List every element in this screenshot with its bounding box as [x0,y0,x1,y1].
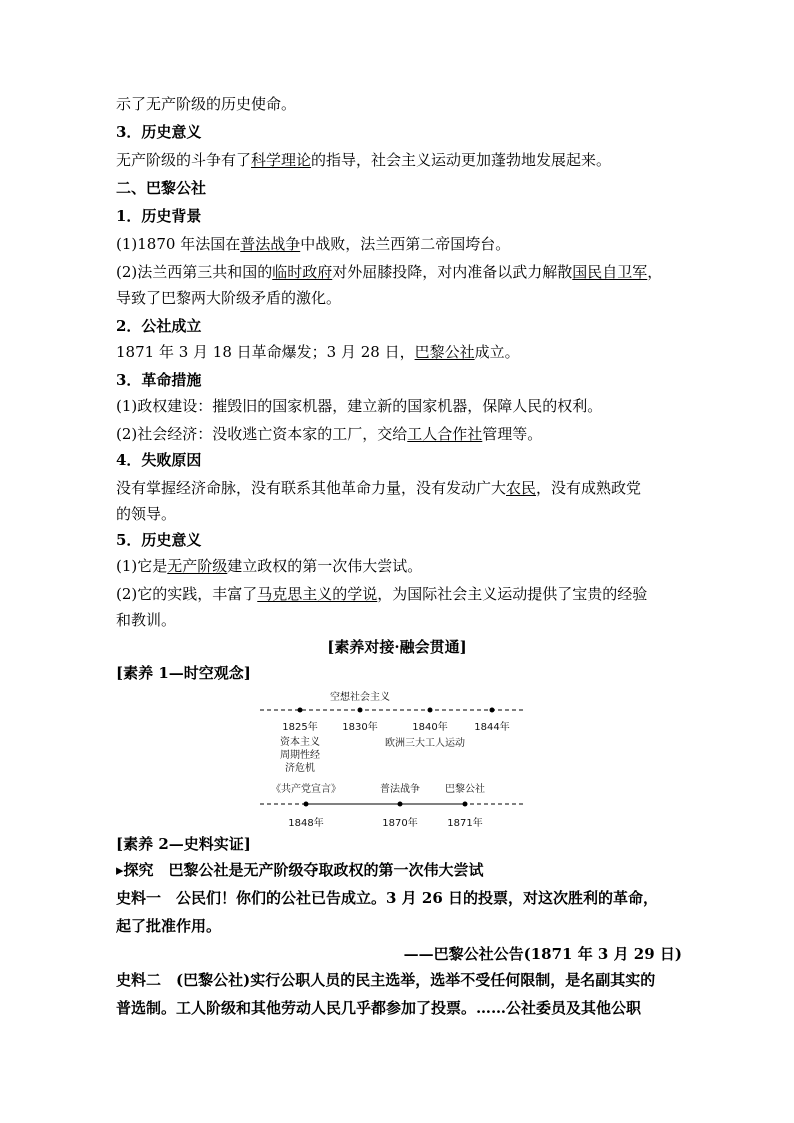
underlined-term: 农民 [506,479,537,497]
text-line: 导致了巴黎两大阶级矛盾的激化。 [116,289,342,307]
heading-measures: 3．革命措施 [116,371,202,389]
heading-significance-2: 5．历史意义 [116,531,202,549]
text-line: 和教训。 [116,611,177,629]
text-line [116,424,542,444]
text: ，为国际社会主义运动提供了宝贵的经验 [377,585,648,603]
source-1: 史料一 公民们！你们的公社已告成立。3 月 26 日的投票，对这次胜利的革命， [116,889,658,907]
timeline-dot [398,802,403,807]
text: 没有掌握经济命脉，没有联系其他革命力量，没有发动广大 [116,479,507,497]
text-line [116,584,647,604]
text: ， [647,263,663,281]
text-line [116,234,510,254]
crisis-label: 资本主义 [280,737,320,748]
text: 管理等。 [482,425,543,443]
underlined-term: 国民自卫军 [572,263,648,281]
text-line [116,478,641,498]
text: 中战败，法兰西第二帝国垮台。 [300,235,511,253]
text: 无产阶级的斗争有了 [116,151,252,169]
event-label: 巴黎公社 [445,784,485,795]
timeline-dot [298,708,303,713]
source-1-citation: ——巴黎公社公告(1871 年 3 月 29 日) [403,945,682,963]
text: (2)法兰西第三共和国的 [116,263,273,281]
heading-background: 1．历史背景 [116,207,202,225]
year-label: 1840年 [412,722,448,733]
source-1-cont: 起了批准作用。 [116,917,222,935]
year-label: 1871年 [447,818,483,829]
underlined-term: 普法战争 [240,235,301,253]
text: (1)它是 [116,557,168,575]
heading-significance: 3．历史意义 [116,123,202,141]
crisis-label: 济危机 [285,763,315,774]
text: 对外屈膝投降，对内准备以武力解散 [332,263,573,281]
text: (2)它的实践，丰富了 [116,585,258,603]
text: 的指导，社会主义运动更加蓬勃地发展起来。 [311,151,612,169]
text: (2)社会经济：没收逃亡资本家的工厂，交给 [116,425,408,443]
section-title-paris-commune: 二、巴黎公社 [116,179,207,197]
timeline-dot [304,802,309,807]
source-2-cont: 普选制。工人阶级和其他劳动人民几乎都参加了投票。……公社委员及其他公职 [116,999,642,1017]
text-line: 的领导。 [116,505,177,523]
crisis-label: 周期性经 [280,750,320,761]
timeline-dot [428,708,433,713]
heading-establishment: 2．公社成立 [116,317,202,335]
subsection-title: [素养对接·融会贯通] [327,638,467,656]
text-line: (1)政权建设：摧毁旧的国家机器，建立新的国家机器，保障人民的权利。 [116,397,603,415]
text-line [116,150,611,170]
source-2: 史料二 (巴黎公社)实行公职人员的民主选举，选举不受任何限制，是名副其实的 [116,971,656,989]
event-label: 《共产党宣言》 [271,784,341,795]
year-label: 1830年 [342,722,378,733]
year-label: 1848年 [288,818,324,829]
year-label: 1844年 [474,722,510,733]
text-line [116,556,422,576]
timeline-dot [490,708,495,713]
underlined-term: 临时政府 [272,263,333,281]
text: 成立。 [474,343,520,361]
heading-failure: 4．失败原因 [116,451,202,469]
text: 建立政权的第一次伟大尝试。 [227,557,423,575]
year-label: 1870年 [382,818,418,829]
explore-heading: ▸探究 巴黎公社是无产阶级夺取政权的第一次伟大尝试 [116,861,484,879]
year-label: 1825年 [282,722,318,733]
underlined-term: 马克思主义的学说 [257,585,378,603]
text: 1871 年 3 月 18 日革命爆发；3 月 28 日， [116,343,415,361]
text: (1)1870 年法国在 [116,235,241,253]
literacy-1-label: [素养 1—时空观念] [116,664,251,682]
text-line [116,342,520,362]
literacy-2-label: [素养 2—史料实证] [116,835,251,853]
text-line: 示了无产阶级的历史使命。 [116,95,297,113]
underlined-term: 巴黎公社 [414,343,475,361]
underlined-term: 工人合作社 [407,425,483,443]
text-line [116,262,662,282]
timeline-dot [463,802,468,807]
text: ，没有成熟政党 [536,479,642,497]
timeline-diagram [260,688,540,838]
event-label: 普法战争 [380,784,420,795]
top-label: 空想社会主义 [330,692,390,703]
underlined-term: 科学理论 [251,151,312,169]
underlined-term: 无产阶级 [167,557,228,575]
timeline-dot [358,708,363,713]
movement-label: 欧洲三大工人运动 [385,738,465,749]
